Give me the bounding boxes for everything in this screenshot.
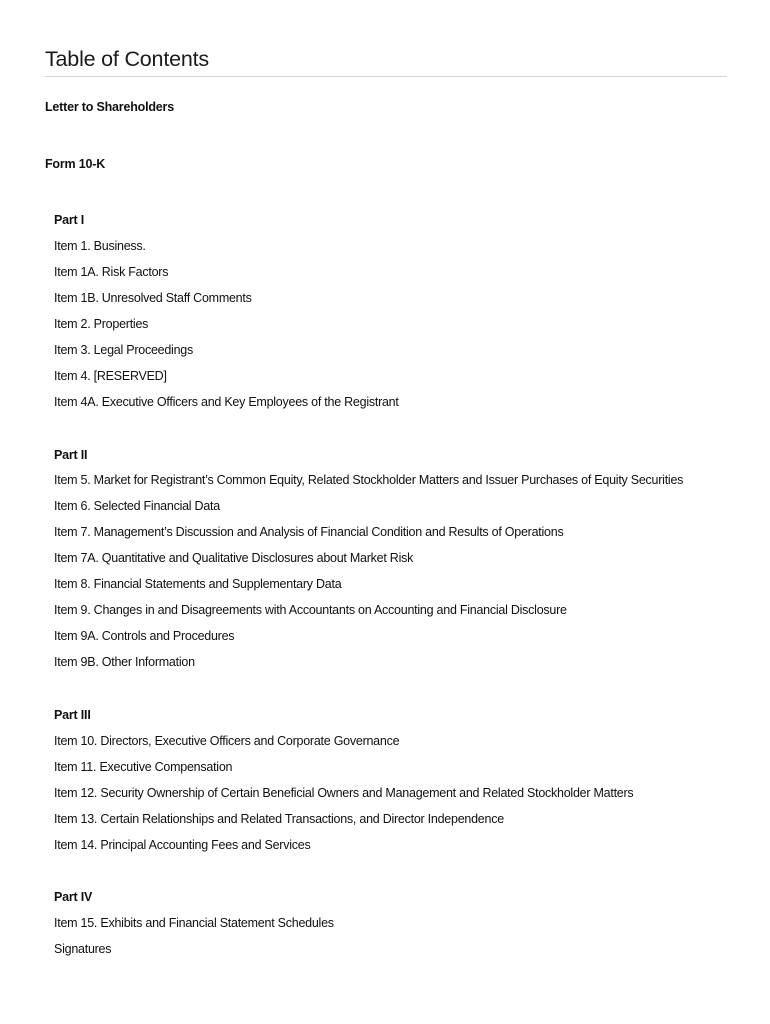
toc-item-link[interactable]: Item 11. Executive Compensation xyxy=(54,760,233,774)
toc-link-form-10k[interactable]: Form 10-K xyxy=(45,157,106,171)
toc-item-link[interactable]: Item 13. Certain Relationships and Related Transactions, and Director Independence xyxy=(54,812,504,826)
toc-item-link[interactable]: Item 7A. Quantitative and Qualitative Disclosures about Market Risk xyxy=(54,551,414,565)
toc-item-link[interactable]: Signatures xyxy=(54,942,112,956)
toc-item-link[interactable]: Item 1B. Unresolved Staff Comments xyxy=(54,291,252,305)
toc-item-link[interactable]: Item 10. Directors, Executive Officers and Corporate Governance xyxy=(54,734,400,748)
toc-item-link[interactable]: Item 8. Financial Statements and Supplementary Data xyxy=(54,577,342,591)
toc-item-link[interactable]: Item 7. Management’s Discussion and Analysis of Financial Condition and Results of Operations xyxy=(54,525,564,539)
toc-item-link[interactable]: Item 5. Market for Registrant’s Common Equity, Related Stockholder Matters and Issuer Purchases of Equity Securities xyxy=(54,473,684,487)
part-heading: Part II xyxy=(54,448,88,462)
toc-item-link[interactable]: Item 4. [RESERVED] xyxy=(54,369,167,383)
toc-item-link[interactable]: Item 9A. Controls and Procedures xyxy=(54,629,235,643)
toc-item-link[interactable]: Item 12. Security Ownership of Certain Beneficial Owners and Management and Related Stockholder Matters xyxy=(54,786,634,800)
toc-item-link[interactable]: Item 9. Changes in and Disagreements with Accountants on Accounting and Financial Disclosure xyxy=(54,603,567,617)
toc-link-letter-to-shareholders[interactable]: Letter to Shareholders xyxy=(45,100,174,114)
toc-item-link[interactable]: Item 9B. Other Information xyxy=(54,655,195,669)
toc-item-link[interactable]: Item 14. Principal Accounting Fees and Services xyxy=(54,838,311,852)
title-divider xyxy=(45,76,727,77)
toc-item-link[interactable]: Item 4A. Executive Officers and Key Employees of the Registrant xyxy=(54,395,399,409)
page-title: Table of Contents xyxy=(45,47,209,71)
toc-item-link[interactable]: Item 1. Business. xyxy=(54,239,146,253)
part-heading: Part I xyxy=(54,213,85,227)
toc-item-link[interactable]: Item 15. Exhibits and Financial Statement Schedules xyxy=(54,916,334,930)
toc-item-link[interactable]: Item 2. Properties xyxy=(54,317,149,331)
toc-item-link[interactable]: Item 1A. Risk Factors xyxy=(54,265,169,279)
toc-item-link[interactable]: Item 3. Legal Proceedings xyxy=(54,343,193,357)
toc-item-link[interactable]: Item 6. Selected Financial Data xyxy=(54,499,220,513)
part-heading: Part IV xyxy=(54,890,93,904)
part-heading: Part III xyxy=(54,708,91,722)
